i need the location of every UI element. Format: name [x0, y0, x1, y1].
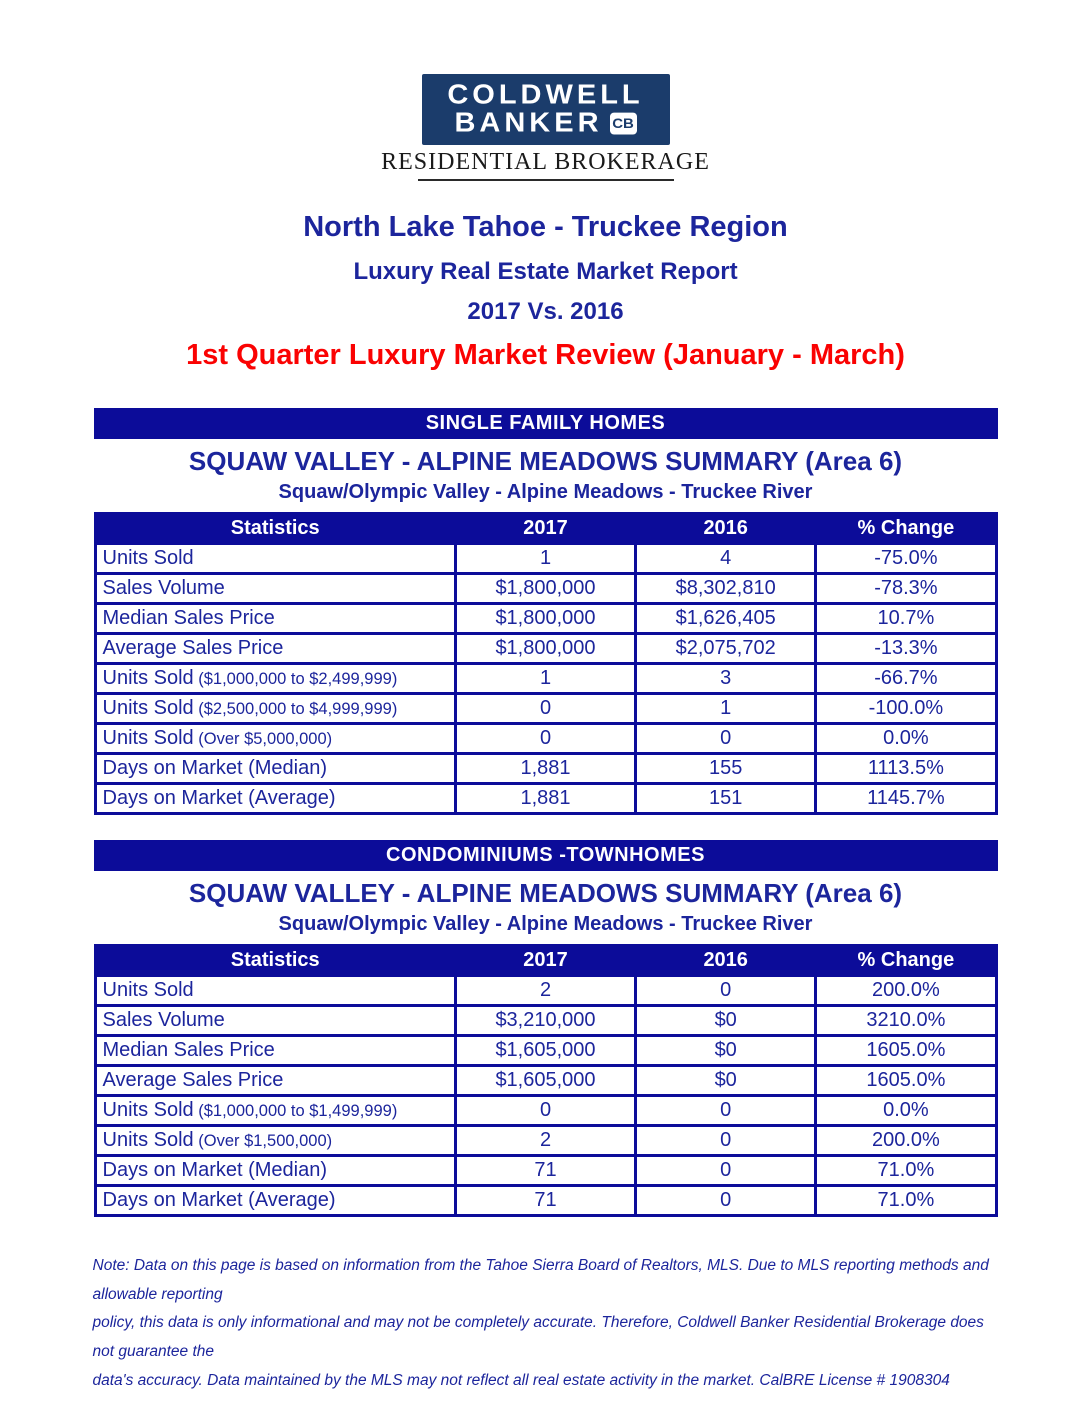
value-2016: $8,302,810: [636, 574, 816, 604]
value-2017: 1: [455, 544, 635, 574]
section-banner: SINGLE FAMILY HOMES: [94, 408, 998, 439]
table-row: [95, 976, 996, 1006]
stats-table: [94, 512, 998, 815]
table-row: [95, 544, 996, 574]
stat-label: Units Sold ($1,000,000 to $1,499,999): [95, 1096, 455, 1126]
value-2016: 4: [636, 544, 816, 574]
value-change: -66.7%: [816, 664, 996, 694]
coldwell-banker-logo: [422, 74, 670, 145]
section-banner: CONDOMINIUMS -TOWNHOMES: [94, 840, 998, 871]
table-row: [95, 694, 996, 724]
value-2017: 2: [455, 1126, 635, 1156]
column-header-2016: 2016: [636, 514, 816, 544]
stat-label: Units Sold ($1,000,000 to $2,499,999): [95, 664, 455, 694]
column-header-statistics: Statistics: [95, 514, 455, 544]
section-single-family-homes: [94, 408, 998, 815]
stats-table: [94, 944, 998, 1217]
stat-label: Average Sales Price: [95, 634, 455, 664]
value-2017: $1,800,000: [455, 604, 635, 634]
value-change: -13.3%: [816, 634, 996, 664]
value-2017: 1,881: [455, 754, 635, 784]
table-row: [95, 724, 996, 754]
value-change: 1113.5%: [816, 754, 996, 784]
value-2017: 0: [455, 694, 635, 724]
value-2017: 71: [455, 1186, 635, 1216]
table-row: [95, 1036, 996, 1066]
table-header-row: [95, 946, 996, 976]
table-row: [95, 1096, 996, 1126]
stat-label: Units Sold: [95, 544, 455, 574]
value-change: 0.0%: [816, 1096, 996, 1126]
stat-label: Average Sales Price: [95, 1066, 455, 1096]
summary-title: SQUAW VALLEY - ALPINE MEADOWS SUMMARY (Area 6): [188, 446, 903, 476]
section-condominiums-townhomes: [94, 840, 998, 1217]
value-change: 71.0%: [816, 1156, 996, 1186]
stat-label: Days on Market (Average): [95, 1186, 455, 1216]
logo-wordmark-banker: BANKER: [454, 107, 603, 138]
value-2016: 151: [636, 784, 816, 814]
table-row: [95, 1186, 996, 1216]
disclaimer-line: Note: Data on this page is based on information from the Tahoe Sierra Board of Realtors, MLS. Due to MLS reporting methods and allowable reporting: [92, 1257, 989, 1303]
value-change: 1605.0%: [816, 1036, 996, 1066]
value-2016: $0: [636, 1036, 816, 1066]
value-2017: 2: [455, 976, 635, 1006]
table-row: [95, 634, 996, 664]
value-change: 0.0%: [816, 724, 996, 754]
value-2017: 0: [455, 724, 635, 754]
column-header-2017: 2017: [455, 946, 635, 976]
column-header-statistics: Statistics: [95, 946, 455, 976]
table-row: [95, 1066, 996, 1096]
column-header-change: % Change: [816, 514, 996, 544]
stat-label: Days on Market (Median): [95, 754, 455, 784]
stat-label: Sales Volume: [95, 1006, 455, 1036]
logo-wordmark-line1: COLDWELL: [447, 79, 644, 111]
value-2017: 71: [455, 1156, 635, 1186]
stat-label: Days on Market (Median): [95, 1156, 455, 1186]
table-row: [95, 1156, 996, 1186]
table-row: [95, 574, 996, 604]
summary-subtitle: Squaw/Olympic Valley - Alpine Meadows - Truckee River: [278, 913, 813, 935]
value-2017: $1,605,000: [455, 1066, 635, 1096]
disclaimer-line: data's accuracy. Data maintained by the MLS may not reflect all real estate activity in the market. CalBRE License # 1908304: [92, 1371, 950, 1389]
table-row: [95, 604, 996, 634]
table-row: [95, 1126, 996, 1156]
value-2017: $1,605,000: [455, 1036, 635, 1066]
summary-title: SQUAW VALLEY - ALPINE MEADOWS SUMMARY (Area 6): [188, 878, 903, 908]
value-2016: 155: [636, 754, 816, 784]
stat-label: Units Sold (Over $1,500,000): [95, 1126, 455, 1156]
table-row: [95, 1006, 996, 1036]
page-subtitle: Luxury Real Estate Market Report: [353, 258, 738, 285]
value-2016: $0: [636, 1006, 816, 1036]
value-2016: $0: [636, 1066, 816, 1096]
value-change: 71.0%: [816, 1186, 996, 1216]
column-header-change: % Change: [816, 946, 996, 976]
column-header-2016: 2016: [636, 946, 816, 976]
value-2017: $1,800,000: [455, 574, 635, 604]
value-2016: 0: [636, 1126, 816, 1156]
page-title: North Lake Tahoe - Truckee Region: [303, 211, 788, 243]
value-2016: 0: [636, 724, 816, 754]
value-change: -75.0%: [816, 544, 996, 574]
value-change: -78.3%: [816, 574, 996, 604]
year-comparison: 2017 Vs. 2016: [467, 298, 624, 325]
disclaimer-note: [93, 1252, 999, 1395]
quarter-review-title: 1st Quarter Luxury Market Review (January - March): [186, 339, 905, 371]
value-change: 200.0%: [816, 976, 996, 1006]
value-2016: 1: [636, 694, 816, 724]
logo-subtitle: RESIDENTIAL BROKERAGE: [381, 149, 710, 175]
value-change: 1605.0%: [816, 1066, 996, 1096]
value-2017: 0: [455, 1096, 635, 1126]
value-2016: $2,075,702: [636, 634, 816, 664]
value-2017: $1,800,000: [455, 634, 635, 664]
value-2017: 1,881: [455, 784, 635, 814]
value-change: 3210.0%: [816, 1006, 996, 1036]
table-header-row: [95, 514, 996, 544]
logo-wordmark-line2: [454, 107, 636, 138]
stat-label: Sales Volume: [95, 574, 455, 604]
value-2017: 1: [455, 664, 635, 694]
stat-label: Units Sold: [95, 976, 455, 1006]
value-2016: 0: [636, 1096, 816, 1126]
value-2016: 0: [636, 976, 816, 1006]
table-row: [95, 664, 996, 694]
logo-underline: [418, 179, 674, 181]
value-change: -100.0%: [816, 694, 996, 724]
stat-label: Median Sales Price: [95, 1036, 455, 1066]
value-change: 1145.7%: [816, 784, 996, 814]
stat-label: Days on Market (Average): [95, 784, 455, 814]
value-2016: 3: [636, 664, 816, 694]
logo: [0, 0, 1091, 181]
table-row: [95, 754, 996, 784]
value-2016: 0: [636, 1156, 816, 1186]
value-2017: $3,210,000: [455, 1006, 635, 1036]
disclaimer-line: policy, this data is only informational and may not be completely accurate. Therefore, Coldwell Banker Residential Brokerage does not guarantee the: [92, 1314, 984, 1361]
value-2016: $1,626,405: [636, 604, 816, 634]
value-change: 10.7%: [816, 604, 996, 634]
cb-monogram-icon: CB: [610, 112, 637, 134]
column-header-2017: 2017: [455, 514, 635, 544]
stat-label: Units Sold (Over $5,000,000): [95, 724, 455, 754]
stat-label: Units Sold ($2,500,000 to $4,999,999): [95, 694, 455, 724]
value-change: 200.0%: [816, 1126, 996, 1156]
summary-subtitle: Squaw/Olympic Valley - Alpine Meadows - Truckee River: [278, 481, 813, 503]
table-row: [95, 784, 996, 814]
stat-label: Median Sales Price: [95, 604, 455, 634]
value-2016: 0: [636, 1186, 816, 1216]
